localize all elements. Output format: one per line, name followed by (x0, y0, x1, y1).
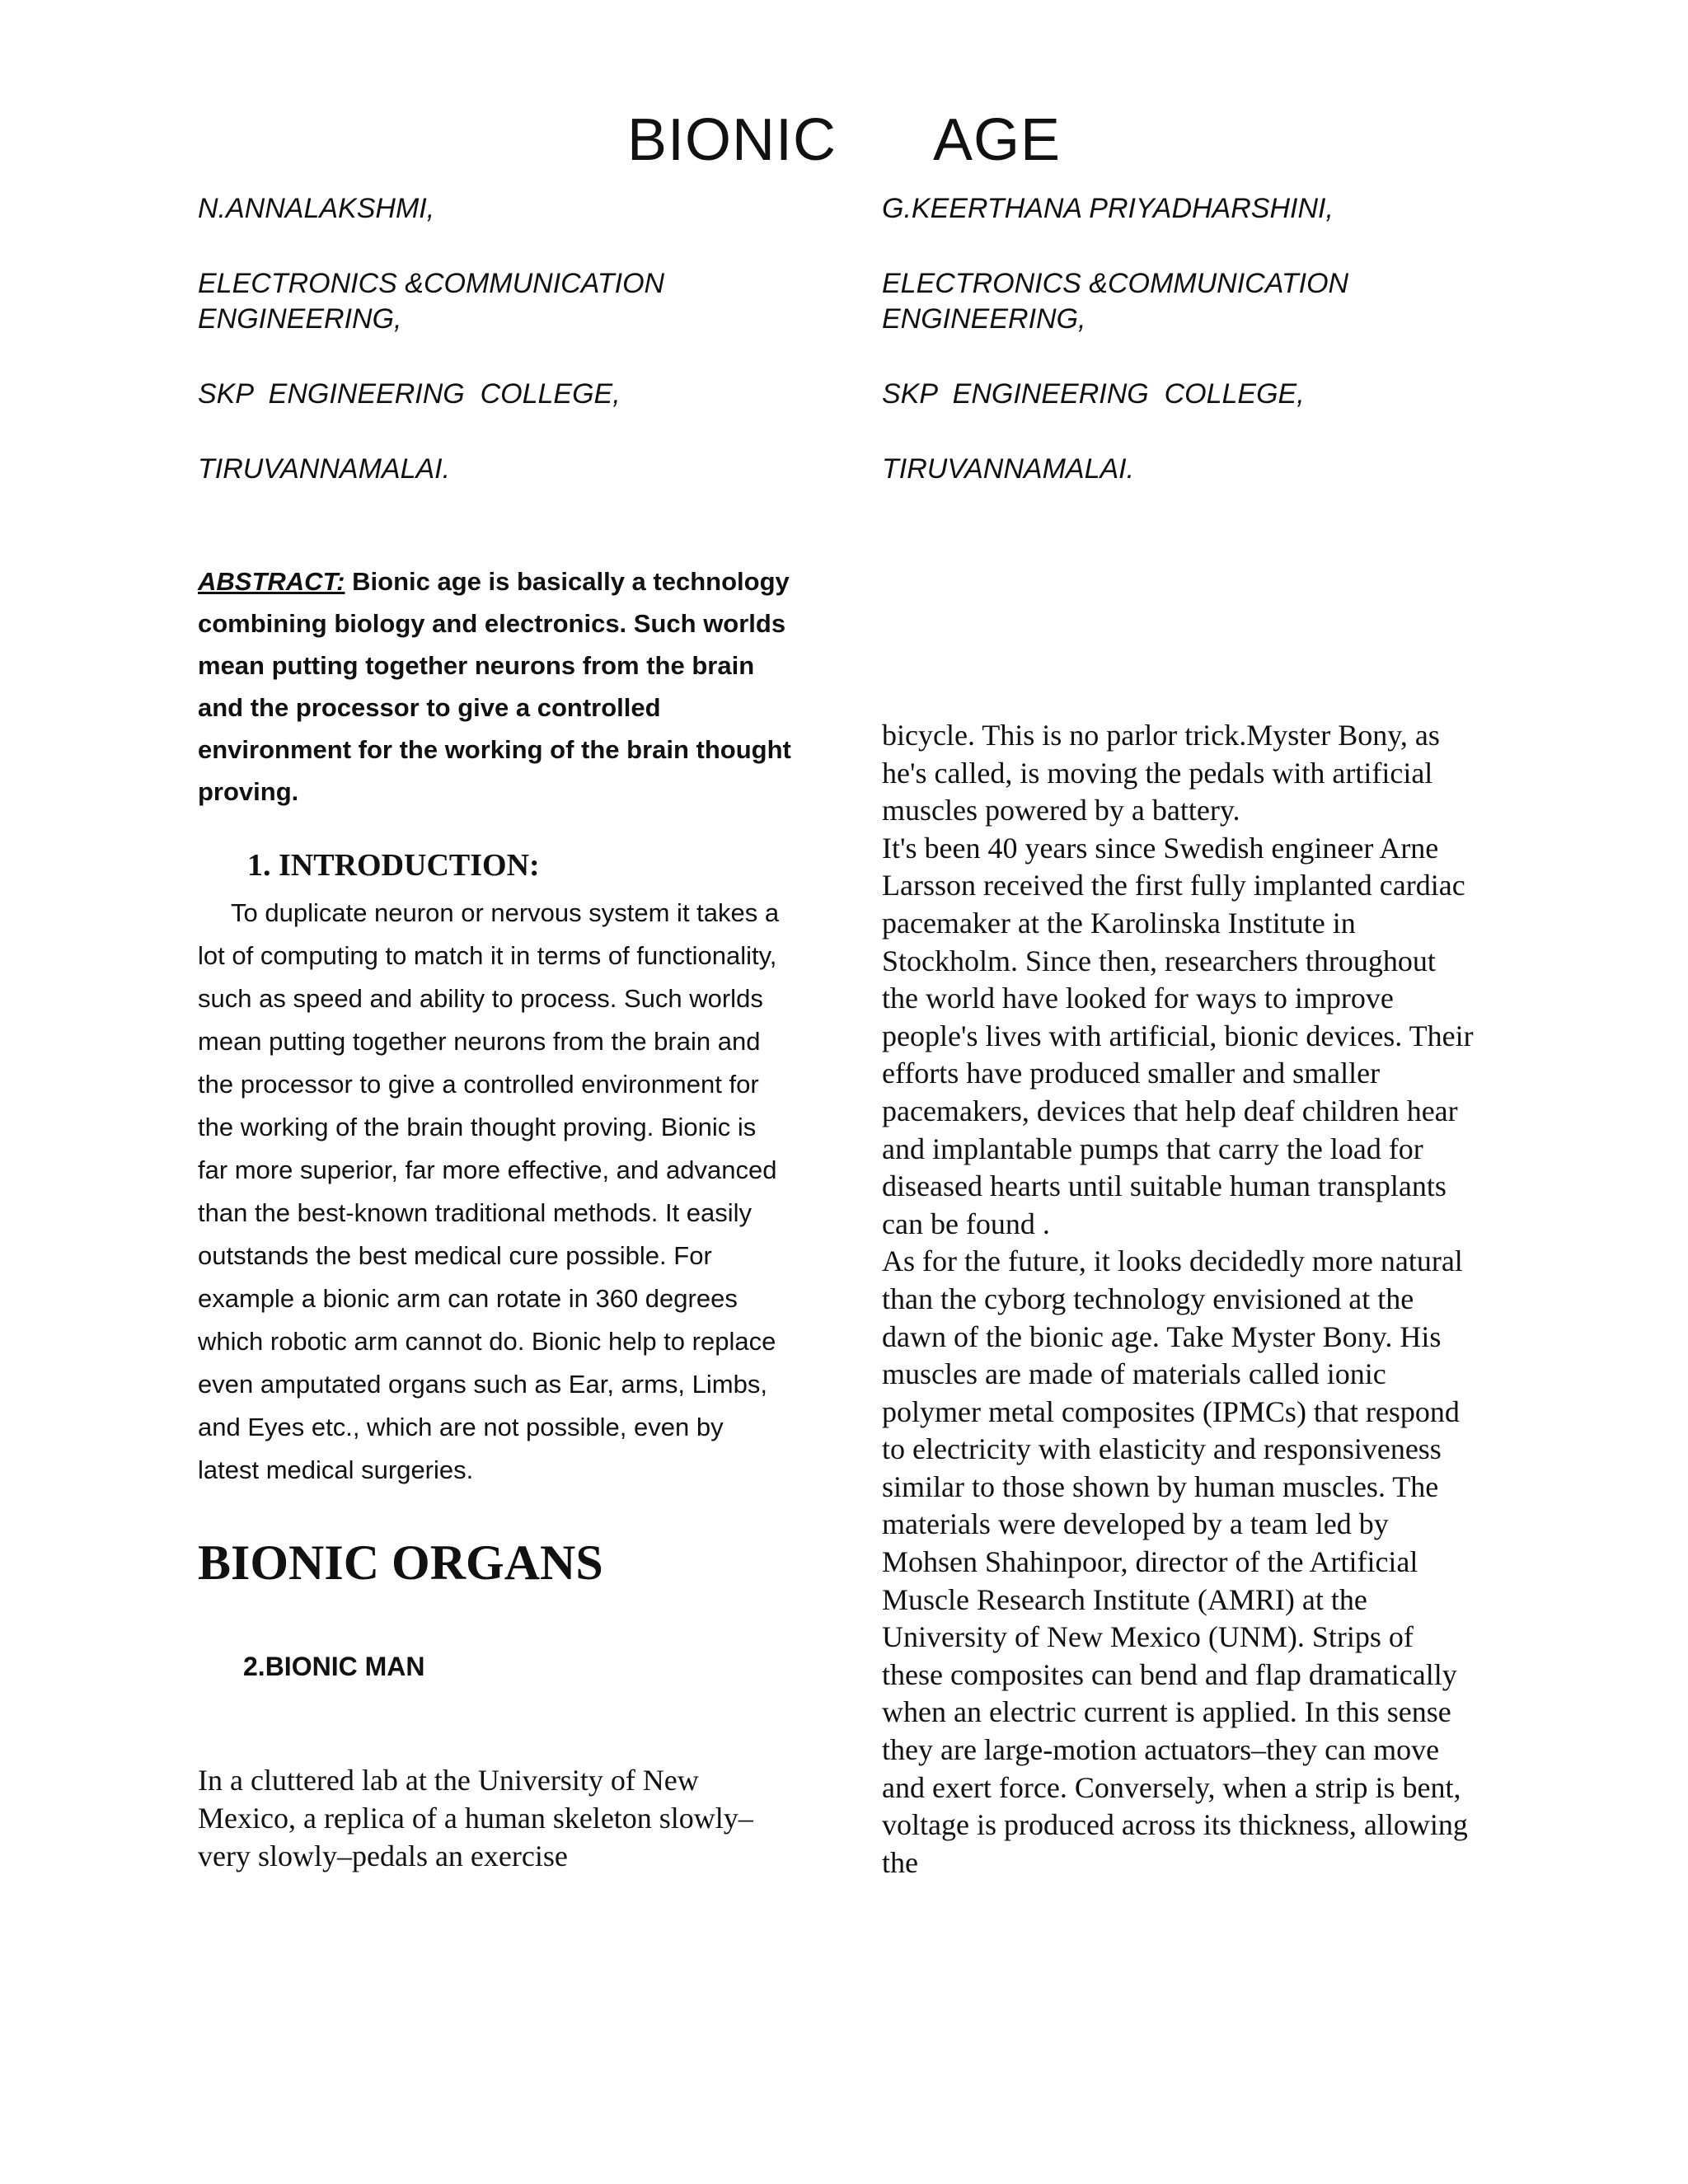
abstract-text: Bionic age is basically a technology combining biology and electronics. Such worlds mean putting together neurons from the brain and the processor to give a controlled environment for the working of the brain thought proving. (198, 567, 791, 806)
author-department-cont: ENGINEERING, (198, 303, 402, 335)
author-block-1 (198, 191, 824, 487)
abstract-label: ABSTRACT: (198, 567, 345, 596)
author-college: SKP ENGINEERING COLLEGE, (198, 378, 621, 410)
author-city: TIRUVANNAMALAI. (198, 453, 451, 485)
paragraph: It's been 40 years since Swedish engineer Arne Larsson received the first fully implanted cardiac pacemaker at the Karolinska Institute in Stockholm. Since then, researchers throughout the world have looked for ways to improve people's lives with artificial, bionic devices. Their efforts have produced smaller and smaller pacemakers, devices that help deaf children hear and implantable pumps that carry the load for diseased hearts until suitable human transplants can be found . (882, 831, 1474, 1240)
subsection-heading: 2.BIONIC MAN (243, 1652, 425, 1681)
author-college: SKP ENGINEERING COLLEGE, (882, 378, 1305, 410)
abstract (198, 560, 791, 813)
author-name: N.ANNALAKSHMI, (198, 193, 435, 224)
author-department: ELECTRONICS &COMMUNICATION (882, 268, 1349, 299)
introduction-text: To duplicate neuron or nervous system it takes a lot of computing to match it in terms of functionality, such as speed and ability to process. Such worlds mean putting together neurons from the brain and the processor to give a controlled environment for the working of the brain thought proving. Bionic is far more superior, far more effective, and advanced than the best-known traditional methods. It easily outstands the best medical cure possible. For example a bionic arm can rotate in 360 degrees which robotic arm cannot do. Bionic help to replace even amputated organs such as Ear, arms, Limbs, and Eyes etc., which are not possible, even by latest medical surgeries. (198, 898, 780, 1484)
author-name: G.KEERTHANA PRIYADHARSHINI, (882, 193, 1334, 224)
section-heading: BIONIC ORGANS (198, 1535, 603, 1590)
author-department-cont: ENGINEERING, (882, 303, 1086, 335)
paragraph: As for the future, it looks decidedly more natural than the cyborg technology envisioned at the dawn of the bionic age. Take Myster Bony. His muscles are made of materials called ionic polymer metal composites (IPMCs) that respond to electricity with elasticity and responsiveness similar to those shown by human muscles. The materials were developed by a team led by Mohsen Shahinpoor, director of the Artificial Muscle Research Institute (AMRI) at the University of New Mexico (UNM). Strips of these composites can bend and flap dramatically when an electric current is applied. In this sense they are large-motion actuators–they can move and exert force. Conversely, when a strip is bent, voltage is produced across its thickness, allowing the (882, 1244, 1468, 1879)
introduction-heading: 1. INTRODUCTION: (247, 848, 540, 883)
author-department: ELECTRONICS &COMMUNICATION (198, 268, 665, 299)
paper-title: BIONIC AGE (626, 107, 1062, 173)
right-column (882, 717, 1475, 1882)
author-city: TIRUVANNAMALAI. (882, 453, 1135, 485)
author-block-2 (882, 191, 1508, 487)
left-column (198, 560, 791, 1875)
bionic-man-text: In a cluttered lab at the University of New Mexico, a replica of a human skeleton slowly–very slowly–pedals an exercise (198, 1764, 753, 1872)
paragraph: bicycle. This is no parlor trick.Myster Bony, as he's called, is moving the pedals with artificial muscles powered by a battery. (882, 719, 1440, 827)
